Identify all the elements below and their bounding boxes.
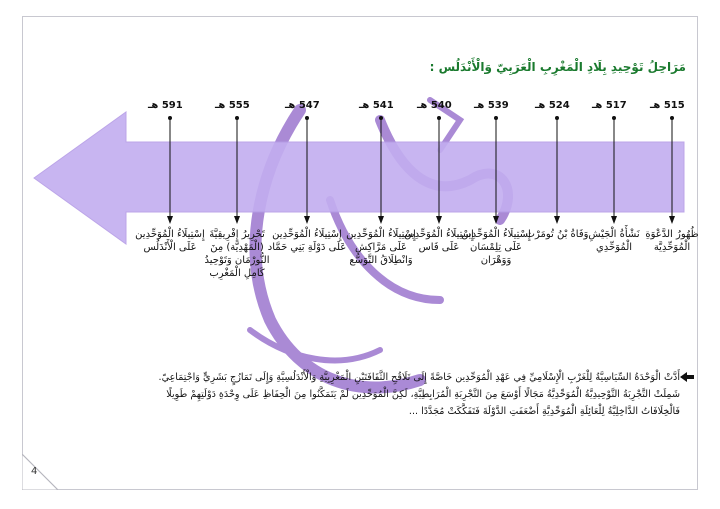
page-title: مَرَاحِلُ تَوْحِيدِ بِلَادِ الْمَغْرِبِ الْعَرَبِيّ وَالْأَنْدَلُس : (429, 60, 686, 74)
timeline-tick-arrowhead-8 (167, 216, 173, 224)
timeline-tick-arrowhead-1 (611, 216, 617, 224)
timeline-date-8: 591 هـ (148, 100, 183, 111)
timeline-tick-arrowhead-2 (554, 216, 560, 224)
timeline-date-2: 524 هـ (535, 100, 570, 111)
timeline-tick-arrowhead-0 (669, 216, 675, 224)
timeline-event-0: ظُهُورُ الدَّعْوَةِ الْمُوَحِّدِيَّة (645, 229, 699, 253)
paragraph-line-2: شَمِلَتْ التَّجْرِبَةُ التَّوْحِيدِيَّةُ الْمُوَحِّدِيَّةُ مَجَالًا أَوْسَعَ مِنَ التَّجْرِبَةِ الْمُرَابِطِيَّةِ، لَكِنَّ الْمُوَحِّدِين لَمْ يَتَمَكَّنُوا مِنَ الْحِفَاظِ عَلَى وِحْدَةِ دَوْلَتِهِمْ طَوِيلًا (166, 389, 680, 400)
timeline-date-6: 547 هـ (285, 100, 320, 111)
timeline-tick-arrowhead-7 (234, 216, 240, 224)
timeline-arrow (34, 112, 684, 244)
timeline-tick-dot-7 (235, 116, 239, 120)
timeline-tick-arrowhead-6 (304, 216, 310, 224)
timeline-event-8: إِسْتِيلَاءُ الْمُوَحِّدِين عَلَى الْأَنْدَلُس (135, 229, 205, 253)
bullet-arrow-icon (680, 372, 694, 382)
timeline-event-4: إِسْتِيلَاءُ الْمُوَحِّدِين عَلَى فَاس (404, 229, 474, 253)
paragraph-line-1: أَدَّتْ الْوَحْدَةُ السِّيَاسِيَّةُ لِلْغَرْبِ الْإِسْلَامِيِّ فِي عَهْدِ الْمُوَحِّدِين خَاصَّةً إِلَى تَلَاقُحِ الثَّقَافَتَيْنِ الْمَغْرِبِيَّةِ وَالْأَنْدَلُسِيَّةِ وَإِلَى تَمَازُجٍ بَشَرِيٍّ وَاجْتِمَاعِيّ. (158, 372, 680, 383)
timeline-event-3: إِسْتِيلَاءُ الْمُوَحِّدِين عَلَى تِلِمْسَان وَوَهْرَان (461, 229, 531, 266)
timeline-tick-dot-4 (437, 116, 441, 120)
timeline-tick-arrowhead-5 (378, 216, 384, 224)
timeline-tick-dot-6 (305, 116, 309, 120)
timeline-event-1: نَشْأَةُ الْجَيْشِ الْمُوَحِّدِي (588, 229, 640, 253)
timeline-event-5: إِسْتِيلَاءُ الْمُوَحِّدِين عَلَى مَرَّاكِش وَانْطِلَاقُ التَّوَسُّع (346, 229, 416, 266)
timeline-tick-arrowhead-4 (436, 216, 442, 224)
timeline-event-7: تَحْرِيرُ إِفْرِيقِيَّةَ (الْمَهْدِيَّة) مِنَ النُّورْمَان وَتَوْحِيدُ كَامِلِ الْمَغْرِب (204, 229, 270, 279)
timeline-date-7: 555 هـ (215, 100, 250, 111)
timeline-event-6: إِسْتِيلَاءُ الْمُوَحِّدِين عَلَى دَوْلَةِ بَنِي حَمَّاد (267, 229, 347, 253)
timeline-date-5: 541 هـ (359, 100, 394, 111)
timeline-date-3: 539 هـ (474, 100, 509, 111)
timeline-date-1: 517 هـ (592, 100, 627, 111)
summary-paragraph (60, 369, 680, 420)
timeline-tick-dot-1 (612, 116, 616, 120)
timeline-tick-dot-3 (494, 116, 498, 120)
timeline-date-4: 540 هـ (417, 100, 452, 111)
timeline-tick-dot-0 (670, 116, 674, 120)
timeline-date-0: 515 هـ (650, 100, 685, 111)
timeline-tick-dot-2 (555, 116, 559, 120)
page-number: 4 (31, 466, 38, 477)
timeline-event-2: وَفَاةُ بْنُ تُومَرْت (525, 229, 589, 240)
paragraph-line-3: فَالْخِلَافَاتُ الدَّاخِلِيَّةُ لِلْعَائِلَةِ الْمُوَحِّدِيَّةِ أَضْعَفَتِ الدَّوْلَةَ فَتَفَكَّكَتْ مُجَدَّدًا ... (408, 406, 680, 417)
timeline-tick-dot-5 (379, 116, 383, 120)
timeline-tick-dot-8 (168, 116, 172, 120)
